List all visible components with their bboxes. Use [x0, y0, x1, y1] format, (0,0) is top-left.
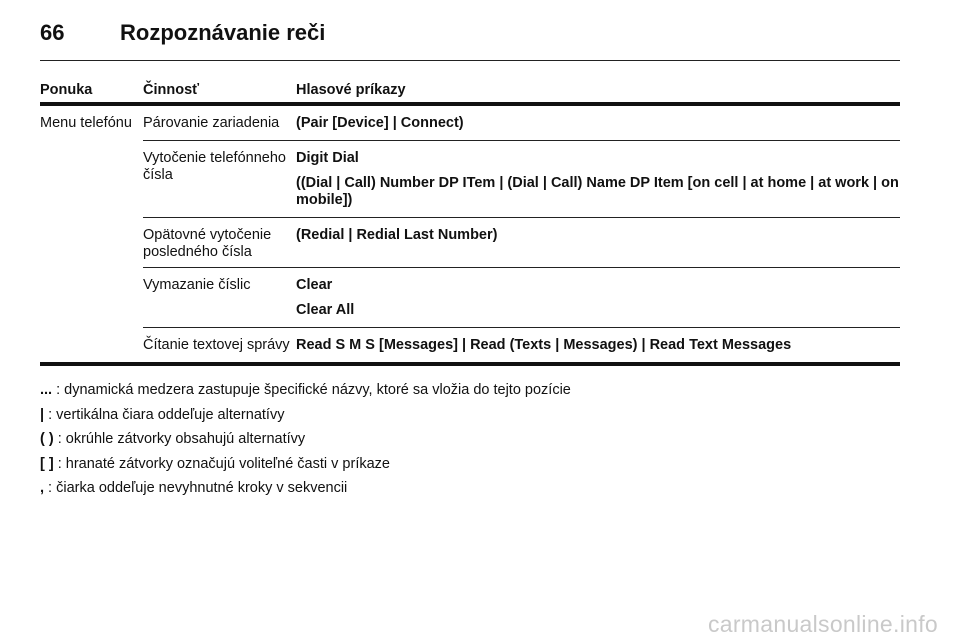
- legend-item: [40, 456, 900, 473]
- table-bottom-rule: [40, 362, 900, 366]
- commands-cell: [296, 268, 900, 327]
- table-row-group-phone-menu: [40, 106, 900, 362]
- voice-command: Clear All: [296, 302, 355, 318]
- legend-symbol: ,: [40, 480, 45, 496]
- voice-command: Digit Dial: [296, 150, 359, 166]
- page-header: [40, 14, 900, 61]
- watermark: carmanualsonline.info: [707, 611, 938, 637]
- menu-cell: Menu telefónu: [40, 115, 132, 131]
- table-header: [40, 80, 900, 106]
- table-row: [143, 218, 900, 268]
- legend-text: : dynamická medzera zastupuje špecifické názvy, ktoré sa vložia do tejto pozície: [52, 382, 571, 398]
- table-row: [143, 106, 900, 141]
- legend-text: : hranaté zátvorky označujú voliteľné časti v príkaze: [53, 455, 390, 472]
- legend: [40, 382, 900, 505]
- table-row: [143, 268, 900, 328]
- commands-cell: [296, 141, 900, 217]
- column-header-action: Činnosť: [143, 82, 200, 98]
- action-cell: Vytočenie telefónneho čísla: [143, 150, 286, 183]
- column-header-menu: Ponuka: [40, 82, 93, 98]
- commands-cell: [296, 218, 900, 267]
- page-number: 66: [40, 20, 65, 45]
- voice-command: (Redial | Redial Last Number): [296, 227, 498, 243]
- legend-text: : čiarka oddeľuje nevyhnutné kroky v sekvencii: [44, 480, 348, 496]
- legend-symbol: |: [40, 406, 45, 423]
- legend-text: : vertikálna čiara oddeľuje alternatívy: [44, 406, 285, 423]
- legend-symbol: ( ): [40, 431, 54, 447]
- voice-command: Clear: [296, 277, 333, 293]
- action-cell: Vymazanie číslic: [143, 277, 251, 293]
- voice-command: Read S M S [Messages] | Read (Texts | Messages) | Read Text Messages: [296, 337, 792, 353]
- action-cell: Opätovné vytočenie posledného čísla: [143, 227, 272, 260]
- commands-cell: [296, 106, 900, 140]
- action-cell: Párovanie zariadenia: [143, 115, 280, 131]
- chapter-title: Rozpoznávanie reči: [120, 20, 326, 45]
- legend-symbol: [ ]: [40, 455, 54, 472]
- action-group: [143, 106, 900, 362]
- legend-text: : okrúhle zátvorky obsahujú alternatívy: [53, 431, 306, 447]
- table-row: [143, 328, 900, 362]
- legend-item: [40, 431, 900, 448]
- legend-item: [40, 480, 900, 497]
- legend-item: [40, 407, 900, 424]
- voice-commands-table: [40, 80, 900, 366]
- table-row: [143, 141, 900, 218]
- action-cell: Čítanie textovej správy: [143, 337, 290, 353]
- commands-cell: [296, 328, 900, 362]
- voice-command: (Pair [Device] | Connect): [296, 115, 464, 131]
- voice-command: ((Dial | Call) Number DP ITem | (Dial | Call) Name DP Item [on cell | at home | at work | on mobile]): [296, 175, 899, 208]
- column-header-commands: Hlasové príkazy: [296, 82, 406, 98]
- legend-item: [40, 382, 900, 399]
- legend-symbol: ...: [40, 382, 53, 398]
